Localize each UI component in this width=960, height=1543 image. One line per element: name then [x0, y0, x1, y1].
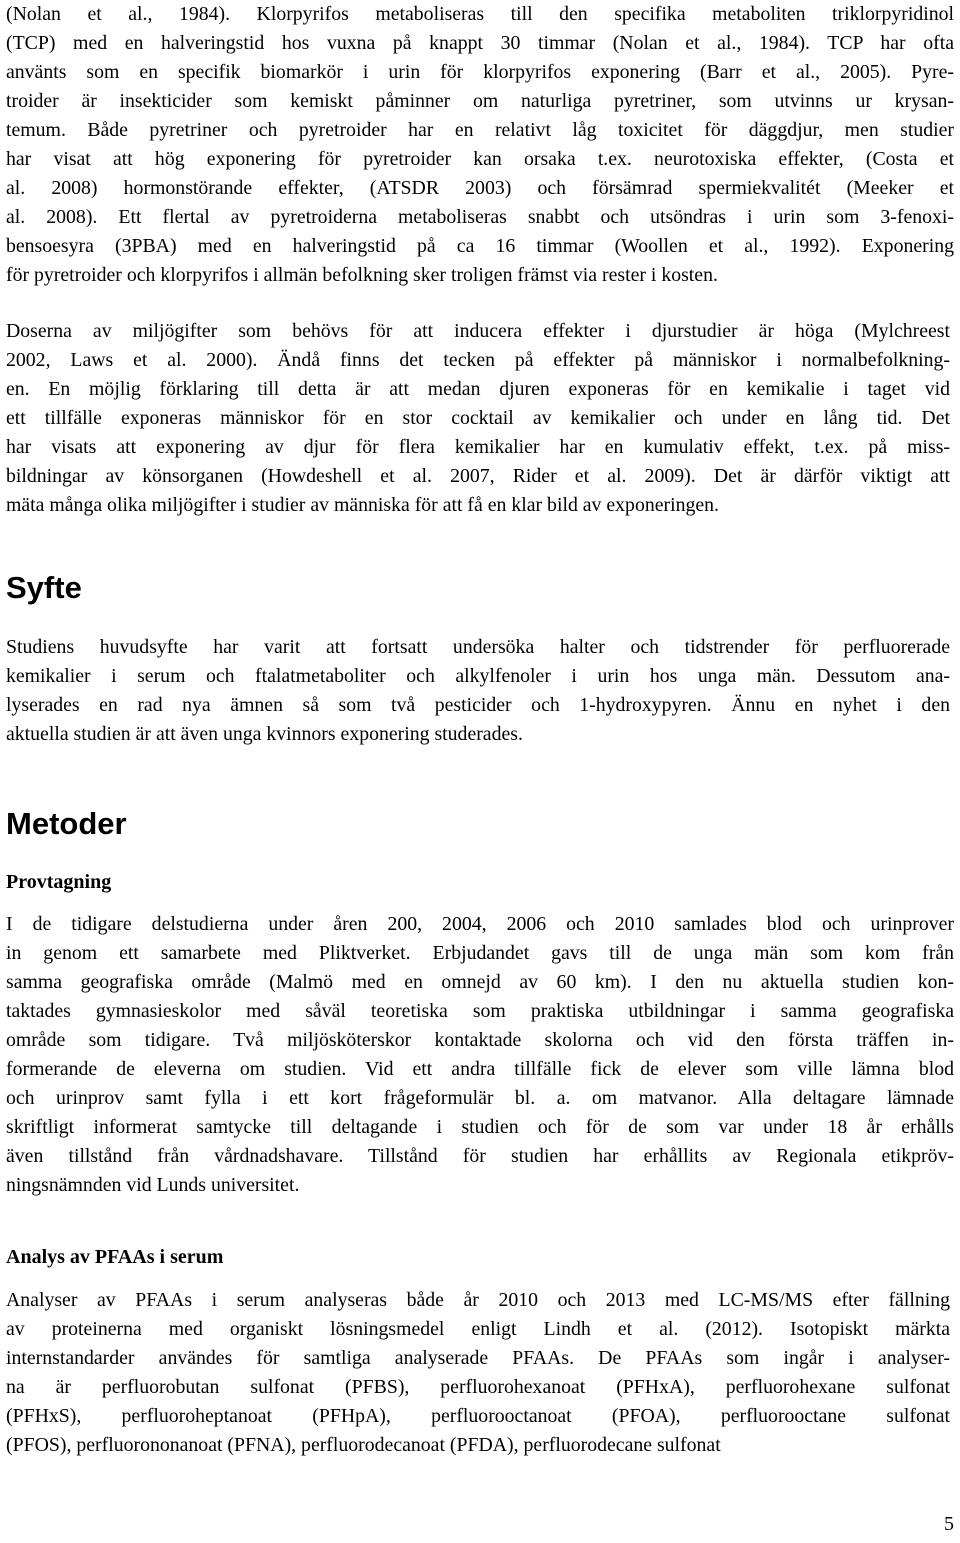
text-line: använts som en specifik biomarkör i urin för klorpyrifos exponering (Barr et al., 2005). Pyre- — [6, 61, 954, 83]
text-line: har visat att hög exponering för pyretroider kan orsaka t.ex. neurotoxiska effekter, (Costa et — [6, 148, 954, 170]
text-line: al. 2008) hormonstörande effekter, (ATSDR 2003) och försämrad spermiekvalitét (Meeker et — [6, 177, 954, 199]
paragraph-analys-pfaas — [6, 1286, 950, 1460]
text-line: in genom ett samarbete med Pliktverket. Erbjudandet gavs till de unga män som kom från — [6, 942, 954, 964]
paragraph-pesticides — [6, 0, 954, 290]
paragraph-mixture-effects — [6, 317, 950, 520]
heading-metoder: Metoder — [6, 806, 127, 841]
text-line: även tillstånd från vårdnadshavare. Tillstånd för studien har erhållits av Regionala etikpröv- — [6, 1145, 954, 1167]
text-line: (TCP) med en halveringstid hos vuxna på knappt 30 timmar (Nolan et al., 1984). TCP har ofta — [6, 32, 954, 54]
text-line: (Nolan et al., 1984). Klorpyrifos metaboliseras till den specifika metaboliten triklorpyridinol — [6, 3, 954, 25]
text-line: al. 2008). Ett flertal av pyretroiderna metaboliseras snabbt och utsöndras i urin som 3-fenoxi- — [6, 206, 954, 228]
text-line: en. En möjlig förklaring till detta är att medan djuren exponeras för en kemikalie i taget vid — [6, 378, 950, 400]
text-line: Doserna av miljögifter som behövs för att inducera effekter i djurstudier är höga (Mylchreest — [6, 320, 950, 342]
text-line: 2002, Laws et al. 2000). Ändå finns det tecken på effekter på människor i normalbefolkning- — [6, 349, 950, 371]
text-line: (PFOS), perfluorononanoat (PFNA), perfluorodecanoat (PFDA), perfluorodecane sulfonat — [6, 1434, 721, 1456]
text-line: bensoesyra (3PBA) med en halveringstid på ca 16 timmar (Woollen et al., 1992). Exponering — [6, 235, 954, 257]
text-line: taktades gymnasieskolor med såväl teoretiska som praktiska utbildningar i samma geografiska — [6, 1000, 954, 1022]
page-number: 5 — [944, 1513, 954, 1535]
text-line: ningsnämnden vid Lunds universitet. — [6, 1174, 300, 1196]
text-line: formerande de eleverna om studien. Vid ett andra tillfälle fick de elever som ville lämna blod — [6, 1058, 954, 1080]
text-line: troider är insekticider som kemiskt påminner om naturliga pyretriner, som utvinns ur krysan- — [6, 90, 954, 112]
text-line: ett tillfälle exponeras människor för en stor cocktail av kemikalier och under en lång tid. Det — [6, 407, 950, 429]
text-line: skriftligt informerat samtycke till deltagande i studien och för de som var under 18 år erhålls — [6, 1116, 954, 1138]
text-line: område som tidigare. Två miljösköterskor kontaktade skolorna och vid den första träffen in- — [6, 1029, 954, 1051]
text-line: bildningar av könsorganen (Howdeshell et al. 2007, Rider et al. 2009). Det är därför viktigt att — [6, 465, 950, 487]
text-line: (PFHxS), perfluoroheptanoat (PFHpA), perfluorooctanoat (PFOA), perfluorooctane sulfonat — [6, 1405, 950, 1427]
text-line: temum. Både pyretriner och pyretroider har en relativt låg toxicitet för däggdjur, men studier — [6, 119, 954, 141]
paragraph-syfte — [6, 633, 950, 749]
text-line: lyserades en rad nya ämnen så som två pesticider och 1-hydroxypyren. Ännu en nyhet i den — [6, 694, 950, 716]
text-line: internstandarder användes för samtliga analyserade PFAAs. De PFAAs som ingår i analyser- — [6, 1347, 950, 1369]
text-line: för pyretroider och klorpyrifos i allmän befolkning sker troligen främst via rester i kosten. — [6, 264, 718, 286]
text-line: har visats att exponering av djur för flera kemikalier har en kumulativ effekt, t.ex. på miss- — [6, 436, 950, 458]
heading-syfte: Syfte — [6, 570, 82, 605]
text-line: kemikalier i serum och ftalatmetaboliter och alkylfenoler i urin hos unga män. Dessutom ana- — [6, 665, 950, 687]
text-line: av proteinerna med organiskt lösningsmedel enligt Lindh et al. (2012). Isotopiskt märkta — [6, 1318, 950, 1340]
text-line: och urinprov samt fylla i ett kort frågeformulär bl. a. om matvanor. Alla deltagare lämnade — [6, 1087, 954, 1109]
text-line: Studiens huvudsyfte har varit att fortsatt undersöka halter och tidstrender för perfluorerade — [6, 636, 950, 658]
text-line: aktuella studien är att även unga kvinnors exponering studerades. — [6, 723, 523, 745]
heading-analys-pfaas: Analys av PFAAs i serum — [6, 1246, 224, 1268]
text-line: na är perfluorobutan sulfonat (PFBS), perfluorohexanoat (PFHxA), perfluorohexane sulfonat — [6, 1376, 950, 1398]
text-line: samma geografiska område (Malmö med en omnejd av 60 km). I den nu aktuella studien kon- — [6, 971, 954, 993]
text-line: Analyser av PFAAs i serum analyseras både år 2010 och 2013 med LC-MS/MS efter fällning — [6, 1289, 950, 1311]
text-line: I de tidigare delstudierna under åren 200, 2004, 2006 och 2010 samlades blod och urinprover — [6, 913, 954, 935]
text-line: mäta många olika miljögifter i studier av människa för att få en klar bild av exponeringen. — [6, 494, 719, 516]
heading-provtagning: Provtagning — [6, 871, 112, 893]
paragraph-provtagning — [6, 910, 954, 1200]
